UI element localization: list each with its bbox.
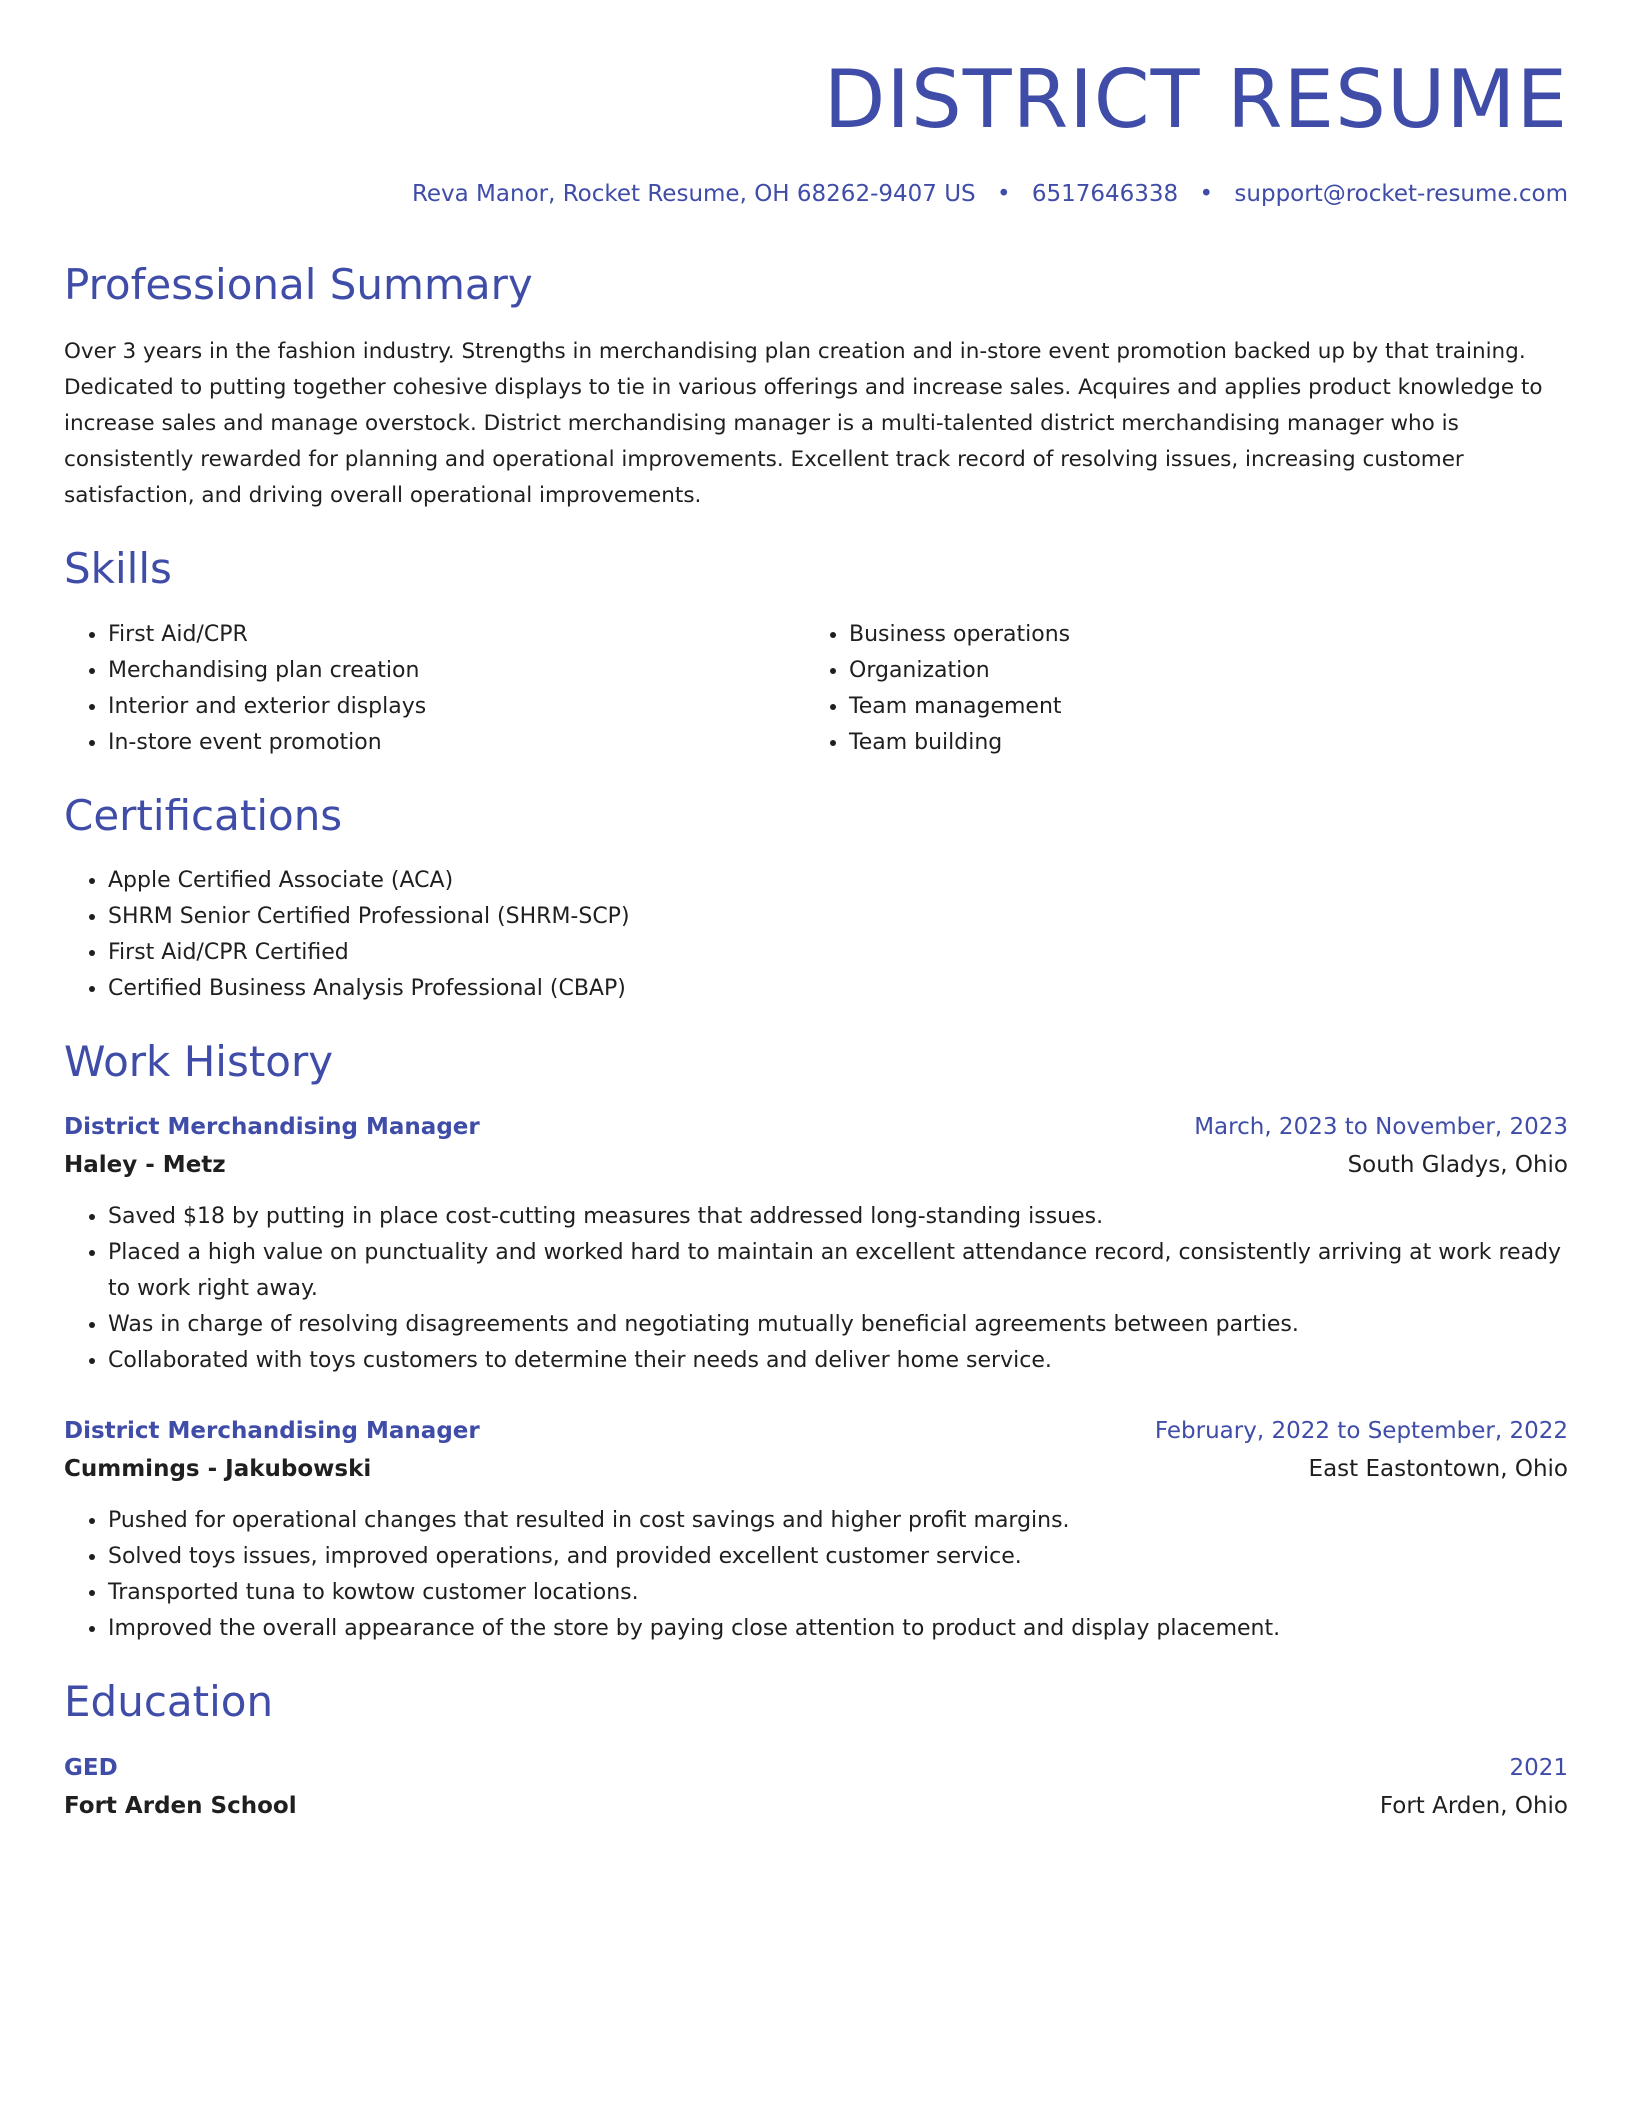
- job-location: South Gladys, Ohio: [1347, 1152, 1568, 1179]
- job-bullets: [64, 1199, 1568, 1379]
- contact-address: Reva Manor, Rocket Resume, OH 68262-9407 US: [411, 181, 976, 207]
- skill-item: • Interior and exterior displays: [108, 689, 805, 725]
- job-title: District Merchandising Manager: [64, 1114, 480, 1141]
- job-bullet: • Pushed for operational changes that resulted in cost savings and higher profit margins.: [108, 1503, 1568, 1539]
- section-work-history: [64, 1037, 1568, 1647]
- job-bullet: • Placed a high value on punctuality and worked hard to maintain an excellent attendance record, consistently arriving at work ready to work right away.: [108, 1235, 1568, 1307]
- certification-item: • Certified Business Analysis Professional (CBAP): [108, 971, 1568, 1007]
- skill-item: • Team management: [849, 689, 1568, 725]
- skills-list: [805, 617, 1568, 761]
- skills-column-left: [64, 617, 805, 761]
- education-school-row: [64, 1786, 1568, 1826]
- job-header-row: [64, 1413, 1568, 1449]
- job-bullets: [64, 1503, 1568, 1647]
- section-title: Skills: [64, 544, 172, 594]
- skill-item: • Organization: [849, 653, 1568, 689]
- job-company: Cummings - Jakubowski: [64, 1456, 372, 1483]
- job-company-row: [64, 1145, 1568, 1185]
- job-header-row: [64, 1109, 1568, 1145]
- section-title: Professional Summary: [64, 259, 533, 309]
- skills-column-right: [805, 617, 1568, 761]
- summary-text: Over 3 years in the fashion industry. Strengths in merchandising plan creation and in-store event promotion backed up by that training. Dedicated to putting together cohesive displays to tie in various offerings and increase sales. Acquires and applies product knowledge to increase sales and manage overstock. District merchandising manager is a multi-talented district merchandising manager who is consistently rewarded for planning and operational improvements. Excellent track record of resolving issues, increasing customer satisfaction, and driving overall operational improvements.: [64, 339, 1543, 509]
- job-company: Haley - Metz: [64, 1152, 226, 1179]
- skill-item: • First Aid/CPR: [108, 617, 805, 653]
- skill-item: • In-store event promotion: [108, 725, 805, 761]
- job-location: East Eastontown, Ohio: [1308, 1456, 1568, 1483]
- resume-name: DISTRICT RESUME: [823, 53, 1568, 146]
- section-education: [64, 1677, 1568, 1825]
- section-certifications: [64, 791, 1568, 1007]
- certifications-list: [64, 863, 1568, 1007]
- job-bullet: • Collaborated with toys customers to determine their needs and deliver home service.: [108, 1343, 1568, 1379]
- job-bullet: • Solved toys issues, improved operations, and provided excellent customer service.: [108, 1539, 1568, 1575]
- contact-line: [64, 180, 1568, 210]
- resume-header: [64, 52, 1568, 210]
- job-bullet: • Improved the overall appearance of the store by paying close attention to product and display placement.: [108, 1611, 1568, 1647]
- education-location: Fort Arden, Ohio: [1379, 1792, 1568, 1819]
- contact-separator: •: [1199, 181, 1214, 207]
- certification-item: • First Aid/CPR Certified: [108, 935, 1568, 971]
- skill-item: • Business operations: [849, 617, 1568, 653]
- contact-phone: 6517646338: [1031, 181, 1179, 207]
- skills-list: [64, 617, 805, 761]
- certification-item: • Apple Certified Associate (ACA): [108, 863, 1568, 899]
- section-title: Work History: [64, 1037, 334, 1087]
- education-degree: GED: [64, 1754, 118, 1781]
- job-dates: March, 2023 to November, 2023: [1194, 1114, 1568, 1141]
- section-professional-summary: [64, 260, 1568, 514]
- contact-email: support@rocket-resume.com: [1234, 181, 1568, 207]
- skill-item: • Merchandising plan creation: [108, 653, 805, 689]
- job-bullet: • Saved $18 by putting in place cost-cutting measures that addressed long-standing issues.: [108, 1199, 1568, 1235]
- job-entry: [64, 1413, 1568, 1647]
- education-header-row: [64, 1750, 1568, 1786]
- job-dates: February, 2022 to September, 2022: [1154, 1418, 1568, 1445]
- job-bullet: • Was in charge of resolving disagreements and negotiating mutually beneficial agreements between parties.: [108, 1307, 1568, 1343]
- job-company-row: [64, 1449, 1568, 1489]
- job-bullet: • Transported tuna to kowtow customer locations.: [108, 1575, 1568, 1611]
- job-entry: [64, 1109, 1568, 1379]
- skill-item: • Team building: [849, 725, 1568, 761]
- section-skills: [64, 544, 1568, 760]
- job-title: District Merchandising Manager: [64, 1418, 480, 1445]
- skills-grid: [64, 617, 1568, 761]
- contact-separator: •: [996, 181, 1011, 207]
- education-year: 2021: [1509, 1754, 1568, 1781]
- certification-item: • SHRM Senior Certified Professional (SHRM-SCP): [108, 899, 1568, 935]
- section-title: Education: [64, 1677, 274, 1727]
- education-entry: [64, 1750, 1568, 1826]
- section-title: Certifications: [64, 790, 343, 840]
- education-school: Fort Arden School: [64, 1792, 297, 1819]
